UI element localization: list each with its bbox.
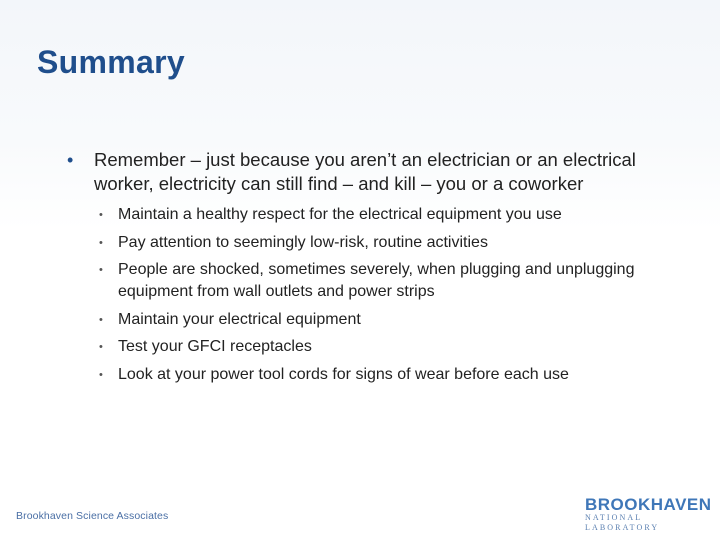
sub-bullet-item [94,204,658,226]
slide-title: Summary [37,44,185,80]
sub-bullet-item [94,259,658,303]
bullet-icon: • [99,236,103,249]
sub-bullet-text: People are shocked, sometimes severely, when plugging and unplugging equipment from wall outlets and power strips [118,261,635,300]
logo-main-text: BROOKHAVEN [585,495,712,514]
bullet-icon: • [67,150,74,170]
main-bullet-text: Remember – just because you aren’t an electrician or an electrical worker, electricity can still find – and kill – you or a coworker [94,149,636,194]
bullet-icon: • [99,264,103,276]
sub-bullet-text: Look at your power tool cords for signs of wear before each use [118,365,569,383]
sub-bullet-text: Pay attention to seemingly low-risk, routine activities [118,233,488,251]
bullet-list [58,148,658,391]
sub-bullet-item [94,232,658,254]
brookhaven-logo [585,495,712,533]
footer-org: Brookhaven Science Associates [16,510,169,522]
sub-bullet-item [94,309,658,331]
bullet-icon: • [99,341,103,353]
logo-sub-text: NATIONAL LABORATORY [585,513,660,532]
sub-bullet-text: Maintain your electrical equipment [118,310,361,328]
sub-bullet-text: Maintain a healthy respect for the electrical equipment you use [118,206,562,223]
sub-bullet-text: Test your GFCI receptacles [118,338,312,355]
bullet-icon: • [99,313,103,326]
sub-bullet-list [94,204,658,386]
bullet-icon: • [99,209,103,221]
bullet-icon: • [99,368,103,381]
main-bullet-item [58,148,658,386]
sub-bullet-item [94,364,658,386]
sub-bullet-item [94,336,658,358]
